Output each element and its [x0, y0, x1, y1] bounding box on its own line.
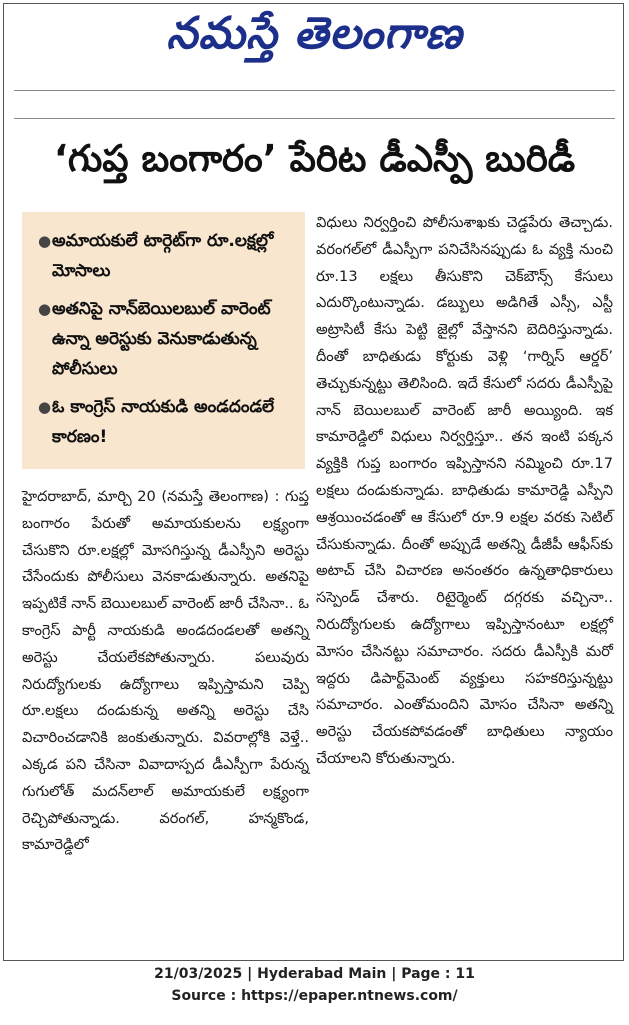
- article-column-right: [316, 210, 613, 773]
- footer-source: Source : https://epaper.ntnews.com/: [171, 988, 458, 1004]
- masthead-logo: నమస్తే తెలంగాణ: [166, 8, 463, 59]
- footer-dateline: 21/03/2025 | Hyderabad Main | Page : 11: [154, 966, 475, 982]
- highlight-item: [38, 392, 295, 452]
- highlights-box: [22, 212, 305, 469]
- highlight-item: [38, 226, 295, 286]
- highlight-item: [38, 294, 295, 384]
- article-body-right: విధులు నిర్వర్తించి పోలీసుశాఖకు చెడ్డపేరు తెచ్చాడు. వరంగల్‌లో డీఎస్పీగా పనిచేసినప్పుడు ఓ వ్యక్తి నుంచి రూ.13 లక్షలు తీసుకొని చెక్‌బౌన్స్ కేసులు ఎదుర్కొంటున్నాడు. డబ్బులు అడిగితే ఎస్సీ, ఎస్టీ అట్రాసిటీ కేసు పెట్టి జైల్లో వేస్తానని బెదిరిస్తున్నాడు. దీంతో బాధితుడు కోర్టుకు వెళ్లి ‘గార్నిస్ ఆర్డర్’ తెచ్చుకున్నట్టు తెలిసింది. ఇదే కేసులో సదరు డీఎస్పీపై నాన్ బెయిలబుల్ వారెంట్ జారీ అయ్యింది. ఇక కామారెడ్డిలో విధులు నిర్వర్తిస్తూ.. తన ఇంటి పక్కన వ్యక్తికి గుప్త బంగారం ఇప్పిస్తానని నమ్మించి రూ.17 లక్షలు దండుకున్నాడు. బాధితుడు కామారెడ్డి ఎస్పీని ఆశ్రయించడంతో ఆ కేసులో రూ.9 లక్షల వరకు సెటిల్ చేసుకున్నాడు. దీంతో అప్పుడే అతన్ని డీజీపీ ఆఫీస్‌కు అటాచ్ చేసి విచారణ అనంతరం ఉన్నతాధికారులు సస్పెండ్ చేశారు. రిటైర్మెంట్ దగ్గరకు వచ్చినా.. నిరుద్యోగులకు ఉద్యోగాలు ఇప్పిస్తానంటూ లక్షల్లో మోసం చేసినట్టు సమాచారం. సదరు డీఎస్పీకి మరో ఇద్దరు డిపార్ట్‌మెంట్ వ్యక్తులు సహకరిస్తున్నట్టు సమాచారం. ఎంతోమందిని మోసం చేసినా అతన్ని అరెస్టు చేయకపోవడంతో బాధితులు న్యాయం చేయాలని కోరుతున్నారు.: [316, 214, 613, 767]
- highlight-text: అతనిపై నాన్‌బెయిలబుల్ వారెంట్ ఉన్నా అరెస్టుకు వెనుకాడుతున్న పోలీసులు: [52, 299, 271, 379]
- article-headline: ‘గుప్త బంగారం’ పేరిట డీఎస్పీ బురిడీ: [53, 137, 576, 180]
- highlight-text: ఓ కాంగ్రెస్ నాయకుడి అండదండలే కారణం!: [52, 397, 275, 447]
- bullet-icon: ●: [38, 300, 52, 318]
- bullet-icon: ●: [38, 232, 52, 250]
- top-divider: [14, 90, 615, 91]
- headline-top-divider: [14, 118, 615, 119]
- article-column-left: [22, 484, 309, 859]
- bullet-icon: ●: [38, 398, 52, 416]
- highlight-text: అమాయకులే టార్గెట్‌గా రూ.లక్షల్లో మోసాలు: [52, 231, 274, 281]
- article-body-left: హైదరాబాద్, మార్చి 20 (నమస్తే తెలంగాణ) : గుప్త బంగారం పేరుతో అమాయకులను లక్ష్యంగా చేసుకొని రూ.లక్షల్లో మోసగిస్తున్న డీఎస్పీని అరెస్టు చేసేందుకు పోలీసులు వెనకాడుతున్నారు. అతనిపై ఇప్పటికే నాన్ బెయిలబుల్ వారెంట్ జారీ చేసినా.. ఓ కాంగ్రెస్ పార్టీ నాయకుడి అండదండలతో అతన్ని అరెస్టు చేయలేకపోతున్నారు. పలువురు నిరుద్యోగులకు ఉద్యోగాలు ఇప్పిస్తామని చెప్పి రూ.లక్షలు దండుకున్న అతన్ని అరెస్టు చేసి విచారించడానికి జంకుతున్నారు. వివరాల్లోకి వెళ్తే.. ఎక్కడ పని చేసినా వివాదాస్పద డీఎస్పీగా పేరున్న గుగులోత్ మదన్‌లాల్ అమాయకులే లక్ష్యంగా రెచ్చిపోతున్నాడు. వరంగల్, హన్మకొండ, కామారెడ్డిలో: [22, 488, 309, 854]
